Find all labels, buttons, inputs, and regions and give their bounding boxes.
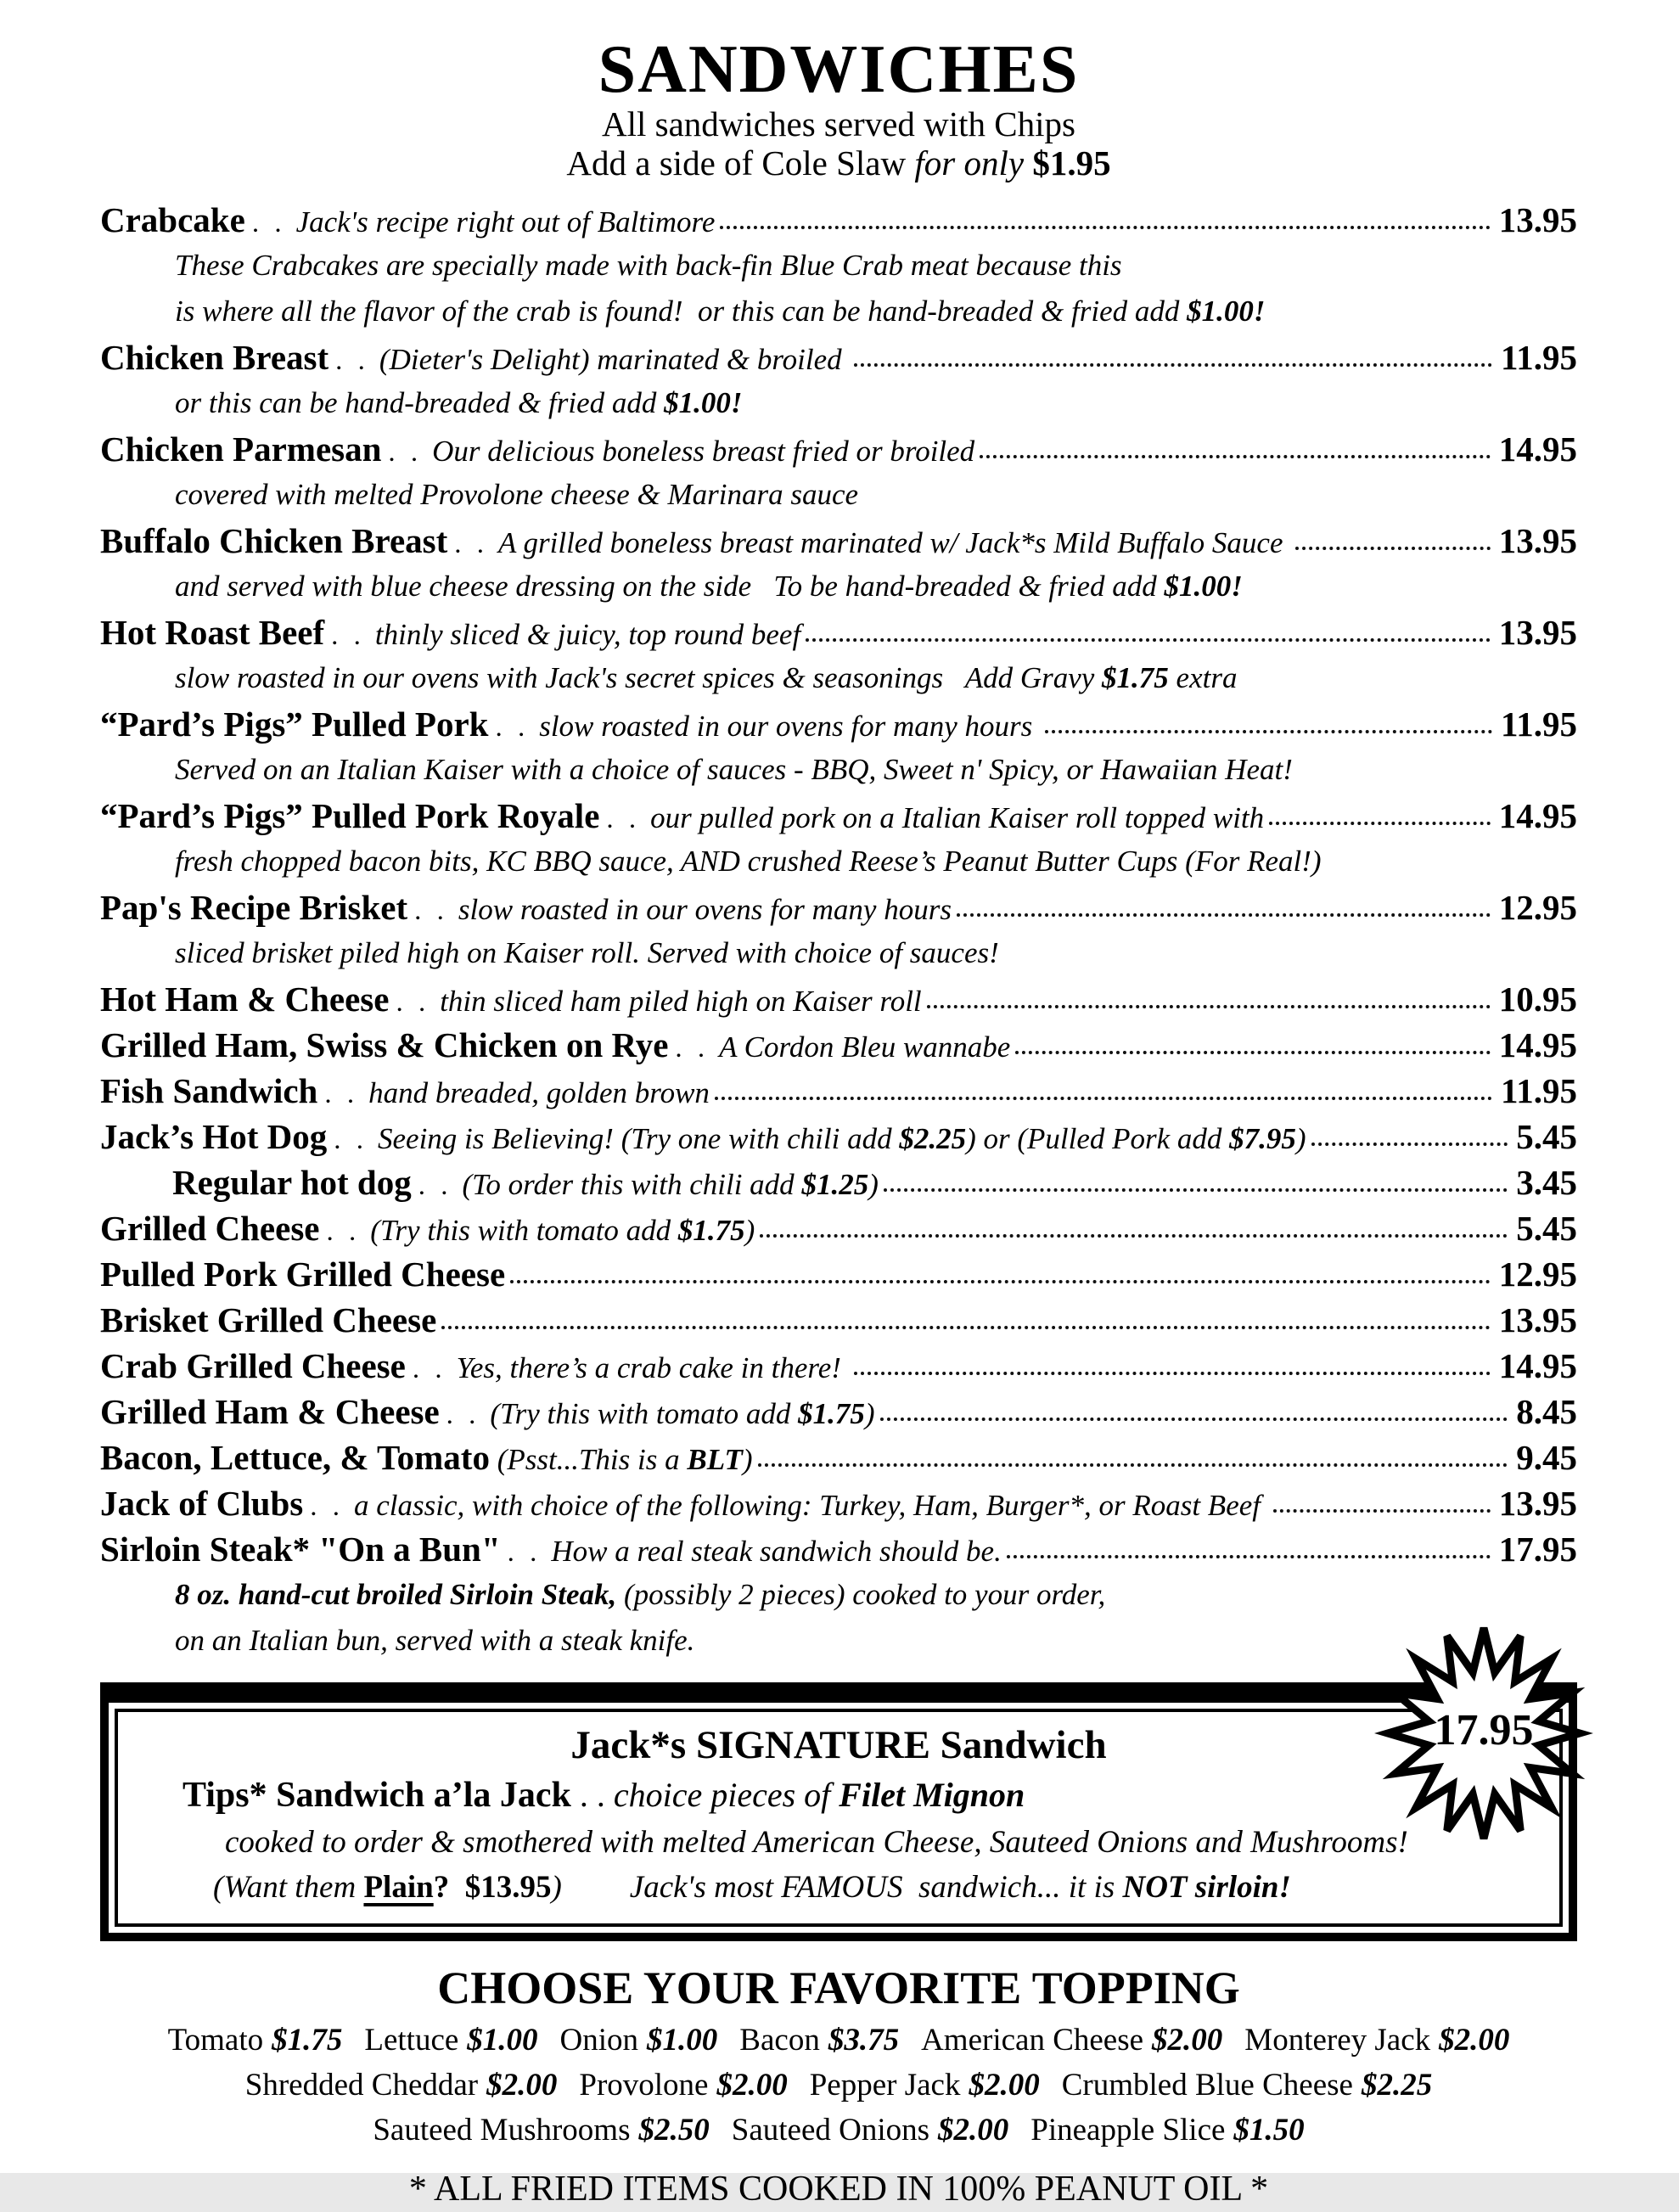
- separator-dots: . .: [675, 1032, 710, 1064]
- text-segment: A Cordon Bleu wannabe: [719, 1030, 1011, 1064]
- menu-item-name: Hot Roast Beef: [100, 612, 325, 652]
- menu-item-subline: [100, 747, 1577, 793]
- text-segment: ): [742, 1442, 753, 1476]
- menu-item-price: 13.95: [1498, 612, 1577, 652]
- dotted-leader: [957, 913, 1491, 917]
- menu-item-price: 11.95: [1501, 1070, 1577, 1110]
- text-segment: How a real steak sandwich should be.: [551, 1534, 1002, 1568]
- signature-plain-price-line: [138, 1866, 1539, 1911]
- topping-name: Monterey Jack: [1244, 2022, 1431, 2058]
- text-segment: thin sliced ham piled high on Kaiser roll: [440, 984, 922, 1018]
- menu-item-name: Bacon, Lettuce, & Tomato: [100, 1437, 490, 1477]
- price-starburst-badge: [1380, 1621, 1587, 1845]
- menu-item-price: 9.45: [1516, 1437, 1577, 1477]
- signature-section: [100, 1682, 1577, 1941]
- menu-item-price: 5.45: [1516, 1208, 1577, 1248]
- text-segment: for only: [914, 143, 1033, 182]
- topping-price: $2.00: [969, 2067, 1040, 2103]
- topping-price: $2.00: [716, 2067, 788, 2103]
- menu-item-name: Fish Sandwich: [100, 1070, 318, 1110]
- text-segment: Jack's most FAMOUS sandwich... it is: [629, 1869, 1123, 1905]
- signature-description-line: [138, 1821, 1539, 1866]
- text-segment: ): [868, 1167, 879, 1201]
- signature-box-outer: [100, 1682, 1577, 1941]
- menu-item-description: [432, 429, 974, 474]
- menu-item-row: [100, 334, 1577, 380]
- menu-item-price: 14.95: [1498, 429, 1577, 469]
- dotted-leader: [806, 638, 1491, 642]
- dotted-leader: [715, 1097, 1492, 1100]
- menu-item-subline: [100, 655, 1577, 701]
- text-segment: slow roasted in our ovens with Jack's secret spices & seasonings Add Gravy: [175, 660, 1103, 694]
- topping-name: Tomato: [167, 2022, 264, 2058]
- dotted-leader: [1269, 822, 1491, 825]
- topping: [1062, 2068, 1432, 2103]
- separator-dots: . .: [446, 1399, 480, 1430]
- text-segment: our pulled pork on a Italian Kaiser roll topped with: [650, 800, 1265, 834]
- dotted-leader: [854, 1372, 1491, 1375]
- topping: [579, 2068, 787, 2103]
- separator-dots: . .: [326, 1215, 361, 1247]
- separator-dots: . .: [396, 986, 430, 1018]
- menu-item-row: [100, 884, 1577, 930]
- menu-header: [100, 34, 1577, 183]
- topping: [373, 2113, 709, 2147]
- separator-dots: . .: [324, 1078, 359, 1109]
- separator-dots: . .: [310, 1491, 344, 1522]
- menu-item-row: [100, 1480, 1577, 1526]
- menu-item-description: [458, 887, 952, 933]
- toppings-line: [100, 2018, 1577, 2063]
- separator-dots: . .: [495, 711, 530, 743]
- menu-item-name: Grilled Cheese: [100, 1208, 320, 1248]
- menu-item-price: 14.95: [1498, 1025, 1577, 1064]
- menu-item-row: [100, 609, 1577, 655]
- topping-price: $1.75: [272, 2022, 343, 2058]
- menu-item-price: 13.95: [1498, 1300, 1577, 1339]
- separator-dots: . .: [418, 1170, 452, 1201]
- dotted-leader: [1007, 1555, 1491, 1558]
- topping: [732, 2113, 1009, 2147]
- text-segment: $1.00!: [664, 385, 743, 419]
- topping: [560, 2023, 718, 2058]
- text-segment: Served on an Italian Kaiser with a choice of sauces - BBQ, Sweet n' Spicy, or Hawaiian Heat!: [175, 752, 1293, 786]
- text-segment: covered with melted Provolone cheese & Marinara sauce: [175, 477, 859, 511]
- text-segment: BLT: [687, 1442, 743, 1476]
- text-segment: Seeing is Believing! (Try one with chili add: [378, 1121, 900, 1155]
- menu-item-name: Pulled Pork Grilled Cheese: [100, 1254, 506, 1294]
- menu-item-name: Chicken Breast: [100, 337, 329, 377]
- menu-item-price: 5.45: [1516, 1116, 1577, 1156]
- menu-item-description: [379, 337, 849, 383]
- dotted-leader: [1273, 1509, 1491, 1513]
- topping-price: $2.50: [638, 2112, 710, 2147]
- text-segment: Our delicious boneless breast fried or broiled: [432, 434, 975, 468]
- menu-item-name: Brisket Grilled Cheese: [100, 1300, 437, 1339]
- menu-item-description: [498, 520, 1290, 566]
- menu-item-row: [100, 197, 1577, 243]
- topping: [1030, 2113, 1304, 2147]
- text-segment: (Try this with tomato add: [490, 1396, 799, 1430]
- signature-box-inner: [115, 1709, 1563, 1927]
- text-segment: extra: [1168, 660, 1238, 694]
- dotted-leader: [441, 1326, 1490, 1329]
- toppings-line: [100, 2063, 1577, 2108]
- topping-price: $2.00: [1152, 2022, 1223, 2058]
- menu-item-row: [100, 1114, 1577, 1159]
- menu-item-row: [100, 793, 1577, 839]
- menu-item-price: 17.95: [1498, 1529, 1577, 1569]
- menu-item-description: [378, 1116, 1306, 1162]
- text-segment: $1.00!: [1187, 294, 1266, 328]
- page-title: SANDWICHES: [598, 32, 1080, 107]
- separator-dots: . .: [414, 895, 448, 926]
- topping-name: Provolone: [579, 2067, 709, 2103]
- menu-item-subline: [100, 472, 1577, 518]
- menu-item-price: 10.95: [1498, 979, 1577, 1019]
- topping: [245, 2068, 558, 2103]
- menu-item-name: Jack’s Hot Dog: [100, 1116, 328, 1156]
- topping-price: $3.75: [828, 2022, 900, 2058]
- topping-name: Bacon: [739, 2022, 820, 2058]
- text-segment: (Try this with tomato add: [370, 1213, 678, 1247]
- topping-name: Lettuce: [364, 2022, 459, 2058]
- dotted-leader: [760, 1234, 1508, 1238]
- text-segment: $1.95: [1032, 143, 1111, 182]
- text-segment: ): [1295, 1121, 1306, 1155]
- topping-name: American Cheese: [921, 2022, 1144, 2058]
- separator-dots: . .: [606, 803, 641, 834]
- text-segment: (Want them: [213, 1869, 364, 1905]
- text-segment: slow roasted in our ovens for many hours: [458, 892, 952, 926]
- text-segment: ): [744, 1213, 755, 1247]
- menu-item-name: Chicken Parmesan: [100, 429, 382, 469]
- topping-name: Pepper Jack: [809, 2067, 961, 2103]
- signature-heading: Jack*s SIGNATURE Sandwich: [570, 1722, 1107, 1767]
- separator-dots: . .: [412, 1353, 446, 1384]
- text-segment: These Crabcakes are specially made with back-fin Blue Crab meat because this: [175, 248, 1122, 282]
- subtitle-coleslaw: [100, 144, 1577, 183]
- menu-item-name: Pap's Recipe Brisket: [100, 887, 408, 927]
- menu-item-price: 13.95: [1498, 1483, 1577, 1523]
- menu-item-row: [100, 976, 1577, 1022]
- text-segment: $1.75: [1102, 660, 1169, 694]
- text-segment: choice pieces of: [613, 1775, 840, 1814]
- text-segment: Jack's recipe right out of Baltimore: [295, 205, 716, 239]
- separator-dots: . .: [507, 1536, 542, 1568]
- menu-item-name: Hot Ham & Cheese: [100, 979, 390, 1019]
- text-segment: $1.75: [677, 1213, 745, 1247]
- menu-item-row: [100, 1159, 1577, 1205]
- separator-dots: . .: [334, 1124, 368, 1155]
- menu-item-description: [539, 704, 1040, 749]
- menu-item-subline: [100, 930, 1577, 976]
- menu-item-price: 12.95: [1498, 1254, 1577, 1294]
- menu-item-price: 8.45: [1516, 1391, 1577, 1431]
- topping-name: Sauteed Onions: [731, 2112, 930, 2147]
- topping-name: Shredded Cheddar: [244, 2067, 479, 2103]
- menu-item-row: [100, 1343, 1577, 1389]
- text-segment: (To order this with chili add: [462, 1167, 802, 1201]
- menu-item-row: [100, 1251, 1577, 1297]
- toppings-list: [100, 2018, 1577, 2153]
- text-segment: $2.25: [899, 1121, 967, 1155]
- menu-item-description: [375, 612, 800, 658]
- topping: [810, 2068, 1040, 2103]
- dotted-leader: [980, 455, 1491, 458]
- dotted-leader: [1295, 547, 1491, 550]
- text-segment: hand breaded, golden brown: [368, 1075, 710, 1109]
- menu-item-row: [100, 701, 1577, 747]
- menu-item-name: “Pard’s Pigs” Pulled Pork Royale: [100, 795, 600, 835]
- topping: [364, 2023, 537, 2058]
- text-segment: fresh chopped bacon bits, KC BBQ sauce, AND crushed Reese’s Peanut Butter Cups (For Real!): [175, 844, 1322, 878]
- dotted-leader: [720, 226, 1490, 229]
- separator-dots: . .: [335, 345, 369, 376]
- text-segment: slow roasted in our ovens for many hours: [539, 709, 1041, 743]
- menu-item-name: Sirloin Steak* "On a Bun": [100, 1529, 501, 1569]
- text-segment: $7.95: [1229, 1121, 1296, 1155]
- topping: [168, 2023, 343, 2058]
- menu-item-subline: [100, 839, 1577, 884]
- menu-item-description: [457, 1345, 849, 1391]
- text-segment: Yes, there’s a crab cake in there!: [456, 1350, 849, 1384]
- menu-item-name: “Pard’s Pigs” Pulled Pork: [100, 704, 489, 744]
- signature-item-line: [138, 1771, 1539, 1822]
- text-segment: $13.95: [464, 1869, 552, 1905]
- menu-item-name: Regular hot dog: [172, 1162, 412, 1202]
- topping: [1244, 2023, 1509, 2058]
- menu-item-description: [490, 1437, 753, 1483]
- menu-item-price: 13.95: [1498, 520, 1577, 560]
- menu-item-name: Grilled Ham, Swiss & Chicken on Rye: [100, 1025, 669, 1064]
- dotted-leader: [1311, 1142, 1508, 1146]
- text-segment: ) or (Pulled Pork add: [966, 1121, 1230, 1155]
- menu-item-description: [490, 1391, 874, 1437]
- text-segment: a classic, with choice of the following: Turkey, Ham, Burger*, or Roast Beef: [353, 1488, 1268, 1522]
- text-segment: ?: [433, 1869, 465, 1905]
- text-segment: (Psst...This is a: [489, 1442, 688, 1476]
- menu-item-description: [440, 979, 921, 1025]
- text-segment: (possibly 2 pieces) cooked to your order,: [616, 1577, 1106, 1611]
- menu-item-subline: [100, 243, 1577, 289]
- menu-item-row: [100, 1022, 1577, 1068]
- menu-item-name: Buffalo Chicken Breast: [100, 520, 448, 560]
- menu-items-list: [100, 197, 1577, 1664]
- text-segment: NOT sirloin!: [1122, 1869, 1291, 1905]
- menu-item-row: [100, 1068, 1577, 1114]
- subtitle-chips: All sandwiches served with Chips: [602, 104, 1075, 143]
- menu-item-price: 11.95: [1501, 337, 1577, 377]
- menu-item-subline: [100, 564, 1577, 609]
- text-segment: . .: [570, 1775, 614, 1814]
- topping-price: $2.25: [1361, 2067, 1433, 2103]
- text-segment: and served with blue cheese dressing on the side To be hand-breaded & fried add: [175, 569, 1165, 603]
- text-segment: A grilled boneless breast marinated w/ Jack*s Mild Buffalo Sauce: [498, 525, 1291, 559]
- text-segment: $1.25: [801, 1167, 869, 1201]
- menu-item-price: 14.95: [1498, 795, 1577, 835]
- dotted-leader: [927, 1005, 1491, 1008]
- text-segment: (Dieter's Delight) marinated & broiled: [379, 342, 850, 376]
- text-segment: Add a side of Cole Slaw: [566, 143, 915, 182]
- menu-item-description: [354, 1483, 1268, 1529]
- text-segment: $1.00!: [1164, 569, 1243, 603]
- text-segment: 8 oz. hand-cut broiled Sirloin Steak,: [175, 1577, 617, 1611]
- topping: [739, 2023, 899, 2058]
- menu-item-row: [100, 1205, 1577, 1251]
- menu-item-subline: [100, 1618, 1577, 1664]
- topping-name: Sauteed Mushrooms: [373, 2112, 631, 2147]
- menu-item-name: Jack of Clubs: [100, 1483, 304, 1523]
- menu-item-row: [100, 1297, 1577, 1343]
- text-segment: thinly sliced & juicy, top round beef: [374, 617, 801, 651]
- menu-item-subline: [100, 1572, 1577, 1618]
- toppings-heading: CHOOSE YOUR FAVORITE TOPPING: [437, 1962, 1240, 2014]
- text-segment: is where all the flavor of the crab is found! or this can be hand-breaded & fried add: [175, 294, 1188, 328]
- topping-name: Pineapple Slice: [1030, 2112, 1226, 2147]
- dotted-leader: [884, 1188, 1508, 1192]
- text-segment: ): [864, 1396, 875, 1430]
- menu-item-name: Grilled Ham & Cheese: [100, 1391, 440, 1431]
- text-segment: on an Italian bun, served with a steak knife.: [175, 1623, 695, 1657]
- menu-item-price: 14.95: [1498, 1345, 1577, 1385]
- separator-dots: . .: [331, 620, 365, 651]
- menu-item-row: [100, 1434, 1577, 1480]
- dotted-leader: [1045, 730, 1492, 733]
- topping-name: Crumbled Blue Cheese: [1061, 2067, 1353, 2103]
- text-segment: Tips* Sandwich a’la Jack: [182, 1775, 571, 1815]
- dotted-leader: [854, 363, 1492, 367]
- menu-item-name: Crab Grilled Cheese: [100, 1345, 406, 1385]
- menu-item-description: [551, 1529, 1001, 1575]
- dotted-leader: [758, 1463, 1508, 1467]
- menu-item-price: 12.95: [1498, 887, 1577, 927]
- separator-dots: . .: [454, 528, 489, 559]
- menu-item-row: [100, 426, 1577, 472]
- text-segment: Filet Mignon: [839, 1775, 1025, 1814]
- separator-dots: . .: [251, 207, 286, 239]
- menu-item-description: [368, 1070, 710, 1116]
- toppings-line: [100, 2108, 1577, 2153]
- text-segment: Plain: [363, 1869, 434, 1905]
- separator-dots: . .: [388, 436, 423, 468]
- menu-item-price: 11.95: [1501, 704, 1577, 744]
- menu-item-row: [100, 1526, 1577, 1572]
- menu-item-price: 3.45: [1516, 1162, 1577, 1202]
- toppings-section: [100, 1960, 1577, 2153]
- dotted-leader: [880, 1418, 1508, 1421]
- menu-item-description: [719, 1025, 1010, 1070]
- dotted-leader: [1015, 1051, 1490, 1054]
- topping-price: $2.00: [938, 2112, 1009, 2147]
- topping: [921, 2023, 1222, 2058]
- topping-price: $1.00: [467, 2022, 538, 2058]
- menu-item-description: [462, 1162, 878, 1208]
- menu-item-row: [100, 1389, 1577, 1434]
- dotted-leader: [510, 1280, 1491, 1283]
- text-segment: $1.75: [798, 1396, 865, 1430]
- menu-item-row: [100, 518, 1577, 564]
- peanut-oil-note: * ALL FRIED ITEMS COOKED IN 100% PEANUT OIL *: [408, 2169, 1269, 2209]
- menu-item-name: Crabcake: [100, 199, 245, 239]
- menu-item-price: 13.95: [1498, 199, 1577, 239]
- topping-name: Onion: [559, 2022, 639, 2058]
- menu-item-subline: [100, 289, 1577, 334]
- topping-price: $2.00: [1439, 2022, 1510, 2058]
- menu-item-description: [650, 795, 1264, 841]
- text-segment: cooked to order & smothered with melted American Cheese, Sauteed Onions and Mushrooms!: [225, 1825, 1408, 1861]
- text-segment: sliced brisket piled high on Kaiser roll. Served with choice of sauces!: [175, 935, 999, 969]
- topping-price: $2.00: [486, 2067, 558, 2103]
- menu-item-description: [370, 1208, 755, 1254]
- topping-price: $1.00: [647, 2022, 718, 2058]
- signature-badge-price: 17.95: [1434, 1706, 1534, 1755]
- text-segment: or this can be hand-breaded & fried add: [175, 385, 665, 419]
- text-segment: ): [551, 1869, 562, 1905]
- menu-item-subline: [100, 380, 1577, 426]
- menu-item-description: [296, 199, 716, 245]
- topping-price: $1.50: [1233, 2112, 1305, 2147]
